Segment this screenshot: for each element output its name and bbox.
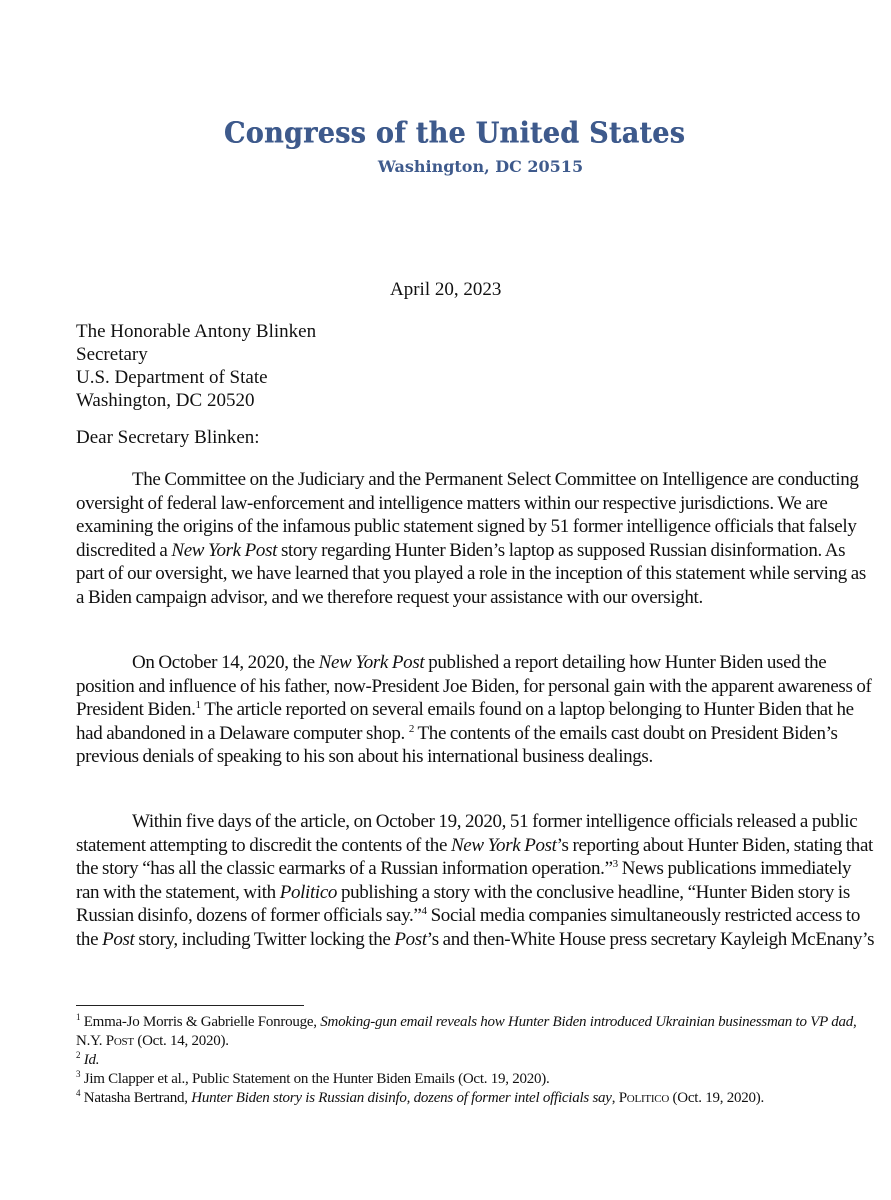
recipient-name: The Honorable Antony Blinken bbox=[76, 321, 317, 342]
letterhead bbox=[0, 118, 891, 176]
footnote-text: Emma-Jo Morris & Gabrielle Fonrouge, bbox=[80, 1014, 321, 1030]
recipient-title: Secretary bbox=[76, 344, 148, 365]
paragraph-3 bbox=[76, 810, 876, 951]
letterhead-title: Congress of the United States bbox=[223, 116, 686, 151]
footnote-text: (Oct. 14, 2020). bbox=[133, 1033, 229, 1049]
paragraph-1 bbox=[76, 468, 876, 609]
paragraph-text: Within five days of the article, on October 19, 2020, 51 former intelligence officials released a public statement attempting to discredit the contents of the bbox=[76, 811, 858, 856]
paragraph-text: Social media companies simultaneously restricted access to the bbox=[76, 905, 860, 950]
publication-name: New York Post bbox=[318, 652, 425, 673]
footnote-title: Hunter Biden story is Russian disinfo, dozens of former intel officials say bbox=[191, 1090, 612, 1106]
footnote-text: , N.Y. bbox=[76, 1014, 857, 1049]
paragraph-text: The Committee on the Judiciary and the Permanent Select Committee on Intelligence are conducting oversight of federal law-enforcement and intelligence matters within our respective jurisdictions. We are examining the origins of the infamous public statement signed by 51 former intelligence officials that falsely discredited a bbox=[76, 469, 859, 561]
footnote-source: Politico bbox=[618, 1090, 670, 1106]
footnote-text: Natasha Bertrand, bbox=[80, 1090, 192, 1106]
publication-name: New York Post bbox=[450, 834, 557, 856]
footnote-ref-1: 1 bbox=[195, 699, 201, 711]
footnote-divider bbox=[76, 1005, 304, 1006]
letterhead-address: Washington, DC 20515 bbox=[377, 157, 584, 176]
publication-name: Post bbox=[394, 928, 427, 950]
footnote-ref-4: 4 bbox=[421, 905, 427, 917]
paragraph-text: published a report detailing how Hunter Biden used the position and influence of his father, now-President Joe Biden, for personal gain with the apparent awareness of President Biden. bbox=[76, 652, 872, 720]
publication-name: New York Post bbox=[171, 539, 278, 561]
paragraph-text: ’s reporting about Hunter Biden, stating that the story “has all the classic earmarks of a Russian information operation.” bbox=[76, 834, 873, 879]
footnote-ref-3: 3 bbox=[612, 858, 618, 870]
paragraph-text: story, including Twitter locking the bbox=[134, 928, 395, 950]
paragraph-text: News publications immediately ran with the statement, with bbox=[76, 858, 852, 903]
footnote-text: , bbox=[611, 1090, 619, 1106]
recipient-city: Washington, DC 20520 bbox=[76, 390, 255, 411]
footnote-title: Smoking-gun email reveals how Hunter Biden introduced Ukrainian businessman to VP dad bbox=[320, 1014, 854, 1030]
publication-name: Politico bbox=[279, 881, 338, 903]
footnote-title: Id. bbox=[80, 1052, 100, 1068]
paragraph-text: The article reported on several emails found on a laptop belonging to Hunter Biden that he had abandoned in a Delaware computer shop. bbox=[76, 699, 854, 744]
paragraph-text: On October 14, 2020, the bbox=[132, 652, 319, 673]
footnote-source: Post bbox=[105, 1033, 134, 1049]
footnote-number: 1 bbox=[76, 1012, 81, 1022]
footnote-text: Jim Clapper et al., Public Statement on the Hunter Biden Emails (Oct. 19, 2020). bbox=[80, 1071, 550, 1087]
letter-date: April 20, 2023 bbox=[390, 279, 502, 300]
footnote-ref-2: 2 bbox=[408, 722, 414, 735]
footnote-number: 4 bbox=[76, 1088, 81, 1098]
footnote-1 bbox=[76, 1013, 866, 1051]
footnote-4 bbox=[76, 1089, 866, 1108]
paragraph-text: publishing a story with the conclusive headline, “Hunter Biden story is Russian disinfo, dozens of former officials say.” bbox=[76, 881, 850, 926]
footnote-text: (Oct. 19, 2020). bbox=[669, 1090, 764, 1106]
recipient-address bbox=[76, 320, 316, 412]
recipient-organization: U.S. Department of State bbox=[76, 367, 268, 388]
publication-name: Post bbox=[102, 928, 135, 950]
footnote-2 bbox=[76, 1051, 866, 1070]
paragraph-text: story regarding Hunter Biden’s laptop as supposed Russian disinformation. As part of our oversight, we have learned that you played a role in the inception of this statement while serving as a Biden campaign advisor, and we therefore request your assistance with our oversight. bbox=[76, 539, 866, 608]
paragraph-text: ’s and then-White House press secretary Kayleigh McEnany’s bbox=[426, 928, 875, 950]
footnote-number: 3 bbox=[76, 1069, 81, 1079]
footnote-3 bbox=[76, 1070, 866, 1089]
footnote-number: 2 bbox=[76, 1050, 81, 1060]
paragraph-text: The contents of the emails cast doubt on President Biden’s previous denials of speaking to his son about his international business dealings. bbox=[76, 722, 838, 767]
footnotes bbox=[76, 1013, 866, 1108]
paragraph-2 bbox=[76, 651, 876, 769]
salutation: Dear Secretary Blinken: bbox=[76, 427, 260, 448]
